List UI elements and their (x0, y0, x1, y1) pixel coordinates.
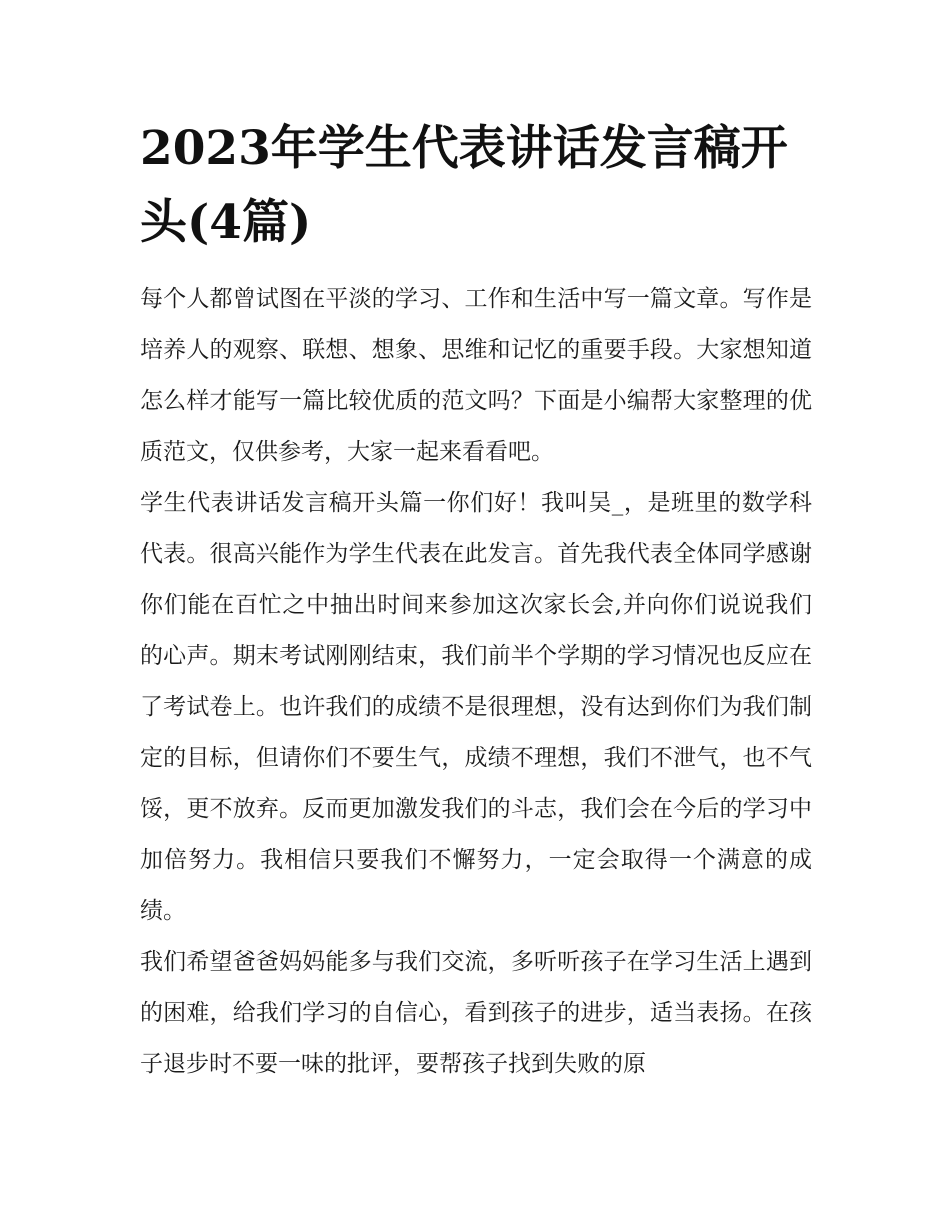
document-body (140, 274, 812, 1090)
document-page (140, 112, 812, 1090)
paragraph-intro: 每个人都曾试图在平淡的学习、工作和生活中写一篇文章。写作是培养人的观察、联想、想象、思维和记忆的重要手段。大家想知道怎么样才能写一篇比较优质的范文吗？下面是小编帮大家整理的优质范文，仅供参考，大家一起来看看吧。 (140, 286, 812, 465)
paragraph-parents: 我们希望爸爸妈妈能多与我们交流，多听听孩子在学习生活上遇到的困难，给我们学习的自信心，看到孩子的进步，适当表扬。在孩子退步时不要一味的批评，要帮孩子找到失败的原 (140, 949, 812, 1077)
paragraph-speech-one: 学生代表讲话发言稿开头篇一你们好！我叫吴_，是班里的数学科代表。很高兴能作为学生代表在此发言。首先我代表全体同学感谢你们能在百忙之中抽出时间来参加这次家长会,并向你们说说我们的心声。期末考试刚刚结束，我们前半个学期的学习情况也反应在了考试卷上。也许我们的成绩不是很理想，没有达到你们为我们制定的目标，但请你们不要生气，成绩不理想，我们不泄气，也不气馁，更不放弃。反而更加激发我们的斗志，我们会在今后的学习中加倍努力。我相信只要我们不懈努力，一定会取得一个满意的成绩。 (140, 490, 812, 924)
document-title: 2023年学生代表讲话发言稿开头(4篇) (140, 121, 788, 250)
